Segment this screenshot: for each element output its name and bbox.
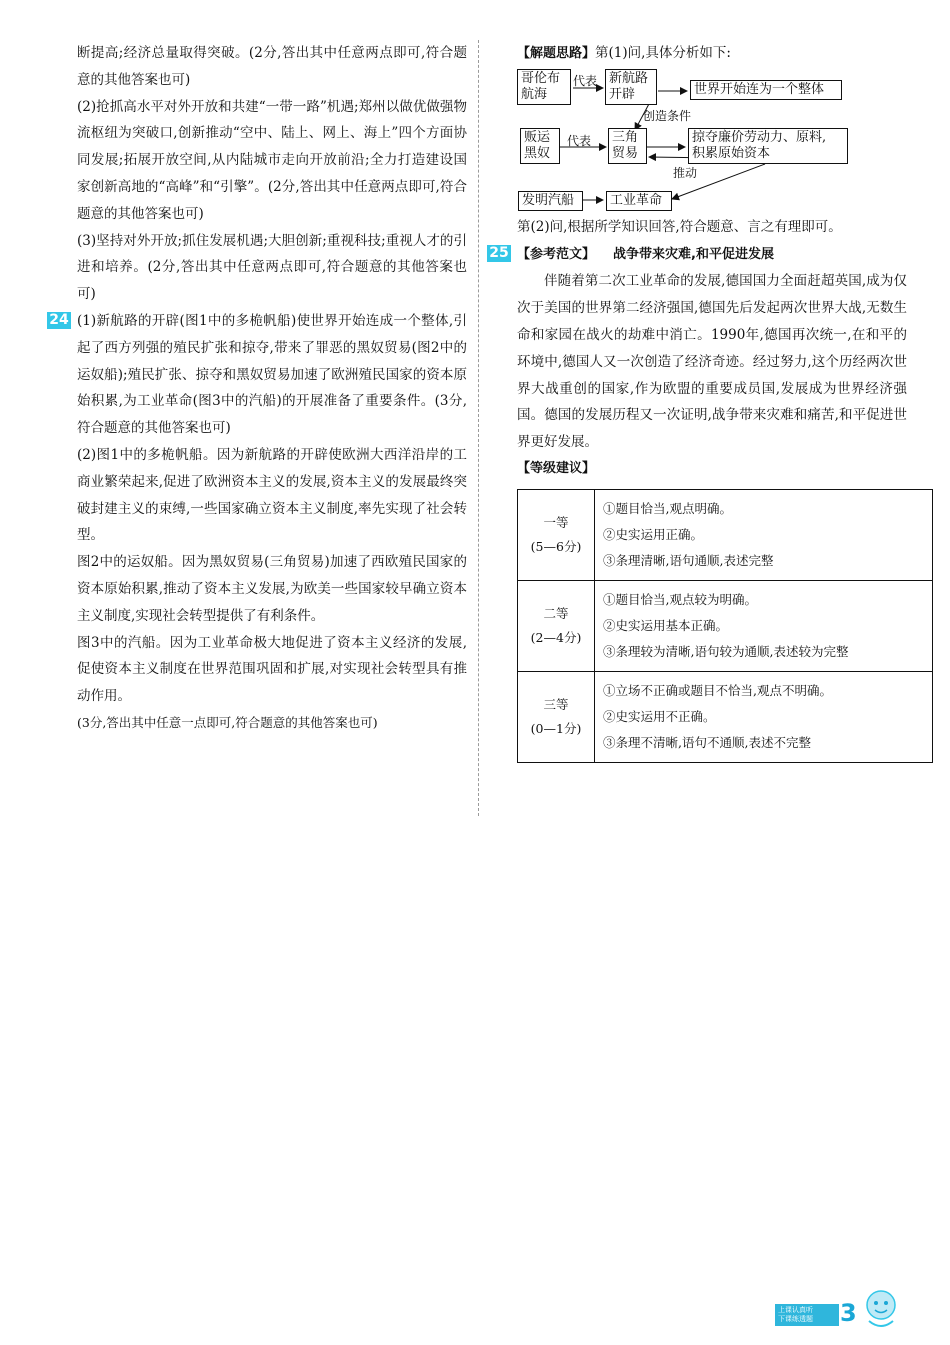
- grade-header: 【等级建议】: [517, 460, 596, 476]
- grade-row: [518, 580, 933, 671]
- q24-part1: (1)新航路的开辟(图1中的多桅帆船)使世界开始连成一个整体,引起了西方列强的殖民扩张和掠夺,带来了罪恶的黑奴贸易(图2中的运奴船);殖民扩张、掠夺和黑奴贸易加速了欧洲殖民国家的资本原始积累,为工业革命(图3中的汽船)的开展准备了重要条件。(3分,符合题意的其他答案也可): [77, 312, 467, 437]
- essay-heading-line: [517, 241, 907, 269]
- box-triangle-trade: [608, 128, 647, 164]
- grade-criteria-cell: [595, 671, 933, 762]
- question-number-24: 24: [47, 312, 71, 329]
- q24-part2-fig3: 图3中的汽船。因为工业革命极大地促进了资本主义经济的发展,促使资本主义制度在世界范围巩固和扩展,对实现社会转型具有推动作用。: [77, 634, 467, 705]
- grade-criterion: ②史实运用不正确。: [603, 708, 716, 724]
- box-new-route: [605, 69, 657, 105]
- analysis-line: [517, 40, 907, 68]
- grade-criterion: ②史实运用正确。: [603, 526, 704, 542]
- box-plunder-line1: 掠夺廉价劳动力、原料,: [692, 129, 827, 145]
- analysis-diagram: [517, 68, 907, 214]
- analysis-header: 【解题思路】: [517, 46, 596, 61]
- box-columbus: [517, 69, 571, 105]
- essay-body: 伴随着第二次工业革命的发展,德国国力全面赶超英国,成为仅次于美国的世界第二经济强国,德国先后发起两次世界大战,无数生命和家园在战火的劫难中消亡。1990年,德国再次统一,在和平的环境中,德国人又一次创造了经济奇迹。经过努力,这个历经两次世界大战重创的国家,作为欧盟的重要成员国,发展成为世界经济强国。德国的发展历程又一次证明,战争带来灾难和痛苦,和平促进世界更好发展。: [517, 273, 907, 451]
- box-world-whole: 世界开始连为一个整体: [690, 80, 842, 100]
- grade-level: 二等: [543, 605, 569, 621]
- box-triangle-line1: 三角: [612, 129, 639, 145]
- essay-header: 【参考范文】: [517, 246, 596, 262]
- q23-part1-continuation: 断提高;经济总量取得突破。(2分,答出其中任意两点即可,符合题意的其他答案也可): [77, 45, 467, 88]
- page-number: 3: [840, 1299, 857, 1327]
- grade-criterion: ③条理不清晰,语句不通顺,表述不完整: [603, 734, 811, 750]
- q24-scoring-note: (3分,答出其中任意一点即可,符合题意的其他答案也可): [77, 714, 378, 730]
- grade-row: [518, 671, 933, 762]
- question-number-25: 25: [487, 245, 511, 262]
- left-column: [49, 40, 467, 737]
- grade-criterion: ①立场不正确或题目不恰当,观点不明确。: [603, 682, 832, 698]
- grade-criterion: ③条理较为清晰,语句较为通顺,表述较为完整: [603, 643, 849, 659]
- footer-slogan: [775, 1304, 839, 1326]
- grade-range: (5—6分): [530, 538, 582, 554]
- q24-block: [49, 308, 467, 442]
- q23-part2: (2)抢抓高水平对外开放和共建“一带一路”机遇;郑州以做优做强物流枢纽为突破口,创新推动“空中、陆上、网上、海上”四个方面协同发展;拓展开放空间,从内陆城市走向开放前沿;全力打造建设国家创新高地的“高峰”和“引擎”。(2分,答出其中任意两点即可,符合题意的其他答案也可): [77, 98, 467, 222]
- footer-slogan-line1: 上课认真听: [778, 1306, 813, 1314]
- footer-slogan-line2: 下课练透题: [778, 1315, 813, 1323]
- grade-criteria-cell: [595, 489, 933, 580]
- grade-row: [518, 489, 933, 580]
- box-slave-trade-line2: 黑奴: [524, 145, 551, 161]
- label-represent-2: 代表: [567, 133, 592, 148]
- grade-level: 一等: [543, 514, 569, 530]
- box-new-route-line2: 开辟: [609, 86, 636, 102]
- grade-criterion: ③条理清晰,语句通顺,表述完整: [603, 552, 774, 568]
- grade-criterion: ①题目恰当,观点较为明确。: [603, 591, 757, 607]
- box-new-route-line1: 新航路: [609, 70, 649, 86]
- footer-badge: [773, 1295, 903, 1335]
- analysis-intro: 第(1)问,具体分析如下:: [595, 45, 731, 61]
- q25-block: [489, 241, 907, 269]
- box-steamship: 发明汽船: [518, 191, 583, 211]
- box-industrial-revolution: 工业革命: [606, 191, 672, 211]
- grade-table: [517, 489, 933, 763]
- analysis-part2: 第(2)问,根据所学知识回答,符合题意、言之有理即可。: [517, 218, 842, 235]
- box-triangle-line2: 贸易: [612, 145, 639, 161]
- label-push: 推动: [673, 165, 698, 180]
- grade-range: (2—4分): [530, 629, 582, 645]
- box-slave-trade-line1: 贩运: [524, 129, 551, 145]
- box-slave-trade: [520, 128, 560, 164]
- box-columbus-line1: 哥伦布: [521, 70, 561, 86]
- right-column: [489, 40, 907, 763]
- grade-range: (0—1分): [530, 720, 582, 736]
- label-represent-1: 代表: [573, 73, 598, 88]
- box-columbus-line2: 航海: [521, 86, 548, 102]
- grade-level-cell: [518, 489, 595, 580]
- grade-criterion: ②史实运用基本正确。: [603, 617, 729, 633]
- essay-title: 战争带来灾难,和平促进发展: [613, 246, 774, 262]
- q23-part3: (3)坚持对外开放;抓住发展机遇;大胆创新;重视科技;重视人才的引进和培养。(2分,答出其中任意两点即可,符合题意的其他答案也可): [77, 232, 467, 303]
- q24-part2-intro: (2)图1中的多桅帆船。因为新航路的开辟使欧洲大西洋沿岸的工商业繁荣起来,促进了欧洲资本主义的发展,资本主义的发展最终突破封建主义的束缚,一些国家确立资本主义制度,率先实现了社会转型。: [77, 446, 467, 544]
- grade-criterion: ①题目恰当,观点明确。: [603, 500, 732, 516]
- q24-part2-fig2: 图2中的运奴船。因为黑奴贸易(三角贸易)加速了西欧殖民国家的资本原始积累,推动了资本主义发展,为欧美一些国家较早确立资本主义制度,实现社会转型提供了有利条件。: [77, 554, 467, 624]
- label-creates-conditions: 创造条件: [643, 108, 692, 123]
- grade-level: 三等: [543, 696, 569, 712]
- grade-level-cell: [518, 580, 595, 671]
- grade-criteria-cell: [595, 580, 933, 671]
- column-divider: [478, 40, 479, 816]
- mascot-icon: [861, 1287, 901, 1331]
- box-plunder-line2: 积累原始资本: [692, 145, 771, 161]
- grade-level-cell: [518, 671, 595, 762]
- box-plunder: [688, 128, 848, 164]
